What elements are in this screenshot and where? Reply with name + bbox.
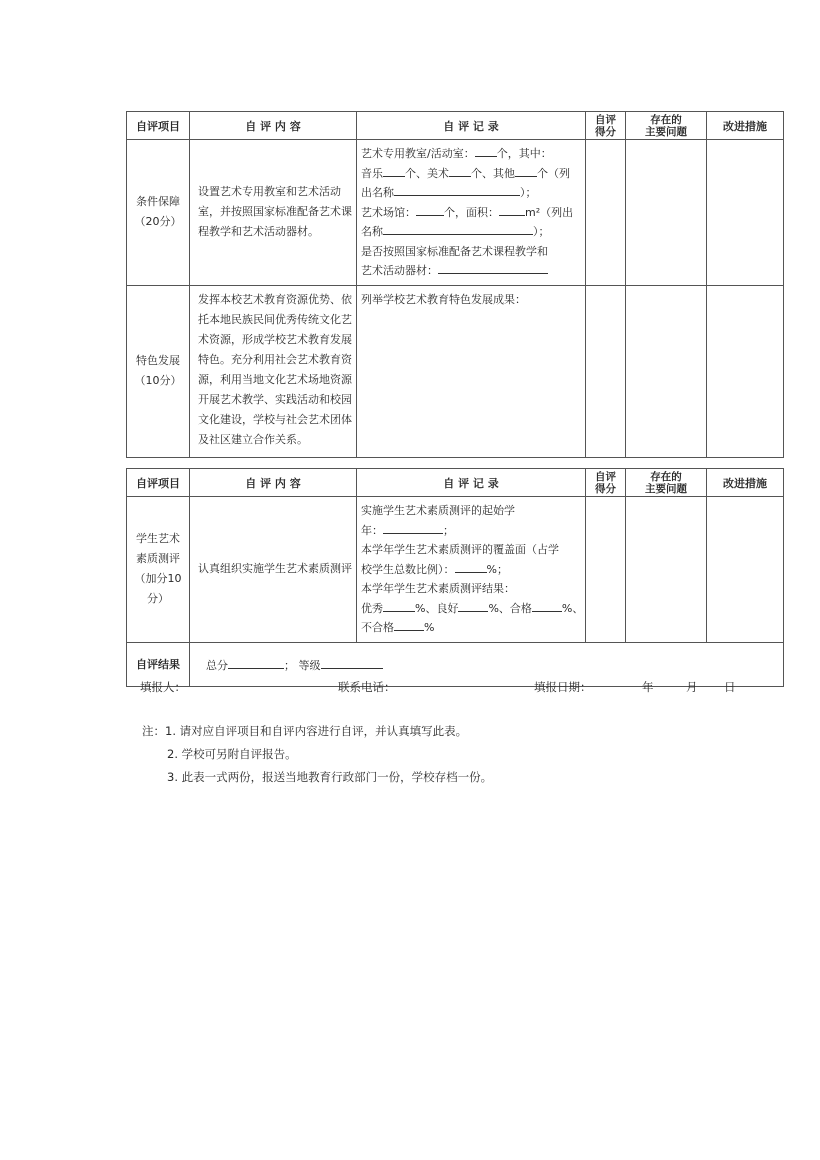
header-record: 自 评 记 录 <box>357 469 586 497</box>
self-evaluation-table-2 <box>126 468 784 687</box>
header-measures: 改进措施 <box>707 112 784 140</box>
header-score: 自评 得分 <box>586 112 626 140</box>
table-row-features <box>127 285 784 457</box>
phone-label: 联系电话： <box>338 680 396 694</box>
item-conditions: 条件保障 （20分） <box>127 140 190 286</box>
blank-field[interactable] <box>475 144 497 157</box>
blank-field[interactable] <box>383 164 405 177</box>
table-header-row <box>127 112 784 140</box>
issues-cell[interactable] <box>626 285 707 457</box>
note-2: 2. 学校可另附自评报告。 <box>167 747 297 761</box>
blank-field[interactable] <box>499 203 525 216</box>
score-cell[interactable] <box>586 285 626 457</box>
item-assessment: 学生艺术 素质测评 （加分10 分） <box>127 497 190 643</box>
blank-field[interactable] <box>383 521 443 534</box>
measures-cell[interactable] <box>707 140 784 286</box>
result-content: 总分 ； 等级 <box>190 642 784 686</box>
content-features: 发挥本校艺术教育资源优势、依托本地民族民间优秀传统文化艺术资源，形成学校艺术教育发展特色。充分利用社会艺术教育资源，利用当地文化艺术场地资源开展艺术教学、实践活动和校园文化建设，学校与社会艺术团体及社区建立合作关系。 <box>190 285 357 457</box>
issues-cell[interactable] <box>626 140 707 286</box>
blank-field[interactable] <box>416 203 444 216</box>
table-row-conditions <box>127 140 784 286</box>
record-assessment: 实施学生艺术素质测评的起始学 年： ； 本学年学生艺术素质测评的覆盖面（占学 校学生总数比例）： %； 本学年学生艺术素质测评结果： 优秀 %、良好 %、合格 %、 不合格 % <box>357 497 586 643</box>
day-label: 日 <box>724 680 736 694</box>
blank-field[interactable] <box>383 222 533 235</box>
grade-field[interactable] <box>321 656 383 669</box>
table-row-assessment <box>127 497 784 643</box>
header-issues: 存在的 主要问题 <box>626 112 707 140</box>
header-record: 自 评 记 录 <box>357 112 586 140</box>
content-conditions: 设置艺术专用教室和艺术活动室，并按照国家标准配备艺术课程教学和艺术活动器材。 <box>190 140 357 286</box>
record-conditions: 艺术专用教室/活动室： 个，其中： 音乐 个、美术 个、其他 个（列 出名称 ）； 艺术场馆： 个，面积： m²（列出 名称 ）； 是否按照国家标准配备艺术课程教学和 艺术活动器材： <box>357 140 586 286</box>
item-features: 特色发展 （10分） <box>127 285 190 457</box>
note-1: 注：1. 请对应自评项目和自评内容进行自评，并认真填写此表。 <box>142 724 468 738</box>
header-item: 自评项目 <box>127 112 190 140</box>
blank-field[interactable] <box>515 164 537 177</box>
note-3: 3. 此表一式两份，报送当地教育行政部门一份，学校存档一份。 <box>167 770 493 784</box>
content-assessment: 认真组织实施学生艺术素质测评 <box>190 497 357 643</box>
blank-field[interactable] <box>455 560 487 573</box>
result-label: 自评结果 <box>127 642 190 686</box>
blank-field[interactable] <box>532 599 562 612</box>
record-features: 列举学校艺术教育特色发展成果： <box>357 285 586 457</box>
date-label: 填报日期： <box>534 680 592 694</box>
header-content: 自 评 内 容 <box>190 112 357 140</box>
blank-field[interactable] <box>449 164 471 177</box>
measures-cell[interactable] <box>707 285 784 457</box>
year-label: 年 <box>642 680 654 694</box>
footer-fields <box>0 679 820 697</box>
header-measures: 改进措施 <box>707 469 784 497</box>
month-label: 月 <box>686 680 698 694</box>
total-score-field[interactable] <box>228 656 284 669</box>
issues-cell[interactable] <box>626 497 707 643</box>
measures-cell[interactable] <box>707 497 784 643</box>
blank-field[interactable] <box>383 599 415 612</box>
blank-field[interactable] <box>394 618 424 631</box>
table-header-row <box>127 469 784 497</box>
blank-field[interactable] <box>394 183 520 196</box>
filler-label: 填报人： <box>140 680 186 694</box>
blank-field[interactable] <box>438 261 548 274</box>
header-score: 自评 得分 <box>586 469 626 497</box>
blank-field[interactable] <box>458 599 488 612</box>
self-evaluation-table-1 <box>126 111 784 458</box>
score-cell[interactable] <box>586 140 626 286</box>
score-cell[interactable] <box>586 497 626 643</box>
header-issues: 存在的 主要问题 <box>626 469 707 497</box>
notes <box>142 720 492 789</box>
header-content: 自 评 内 容 <box>190 469 357 497</box>
header-item: 自评项目 <box>127 469 190 497</box>
